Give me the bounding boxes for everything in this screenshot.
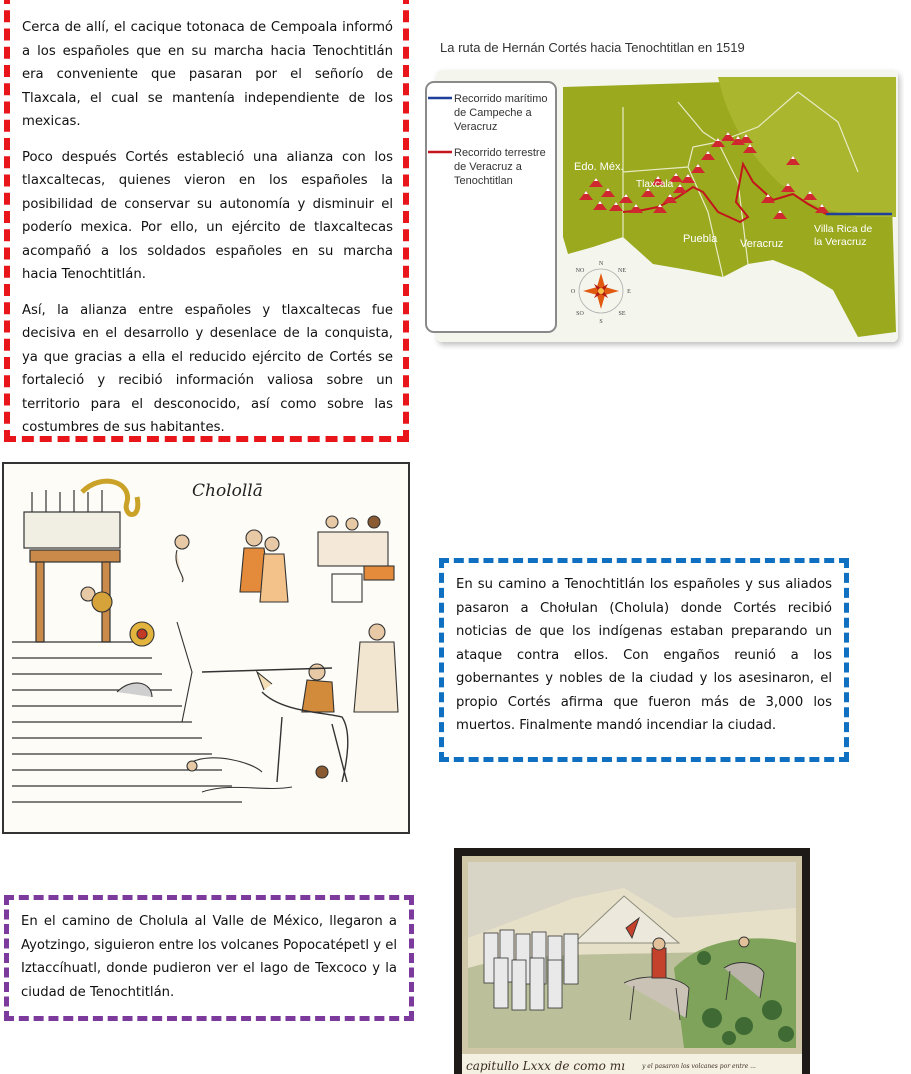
label-veracruz: Veracruz xyxy=(740,238,784,250)
label-tlaxcala: Tlaxcala xyxy=(636,179,674,190)
legend-land-text: Recorrido terrestre de Veracruz a Tenochtitlan xyxy=(454,147,546,187)
codex-painting-volcanoes xyxy=(454,848,810,1074)
label-edomex: Edo. Méx. xyxy=(574,161,624,173)
label-villarica: Villa Rica de la Veracruz xyxy=(814,223,873,248)
intro-text-box xyxy=(4,0,409,442)
valley-text-box xyxy=(4,895,414,1021)
codex-title: Cholollā xyxy=(192,481,263,501)
painting-caption: capitullo Lxxx de como mı xyxy=(466,1059,625,1073)
svg-text:NE: NE xyxy=(618,268,626,274)
svg-text:E: E xyxy=(627,289,631,295)
svg-text:SO: SO xyxy=(576,311,584,317)
svg-text:N: N xyxy=(598,261,604,267)
label-puebla: Puebla xyxy=(683,233,718,245)
svg-text:NO: NO xyxy=(575,268,585,274)
route-map xyxy=(418,32,904,350)
paragraph-cempoala: Cerca de allí, el cacique totonaca de Cempoala informó a los españoles que en su marcha hacia Tenochtitlán era conveniente que pasaran por el señorío de Tlaxcala, el cual se mantenía independiente de los mexicas. xyxy=(22,20,393,129)
cholula-text-box xyxy=(439,558,849,762)
paragraph-alliance: Poco después Cortés estableció una alianza con los tlaxcaltecas, quienes vieron en los españoles la posibilidad de conservar su autonomía y disminuir el poderío mexica. Por ello, un ejército de tlaxcaltecas acompañó a los soldados españoles en su marcha hacia Tenochtitlán. xyxy=(22,149,393,282)
svg-text:O: O xyxy=(570,289,576,295)
legend-sea-text: Recorrido marítimo de Campeche a Veracruz xyxy=(454,93,548,133)
paragraph-cholula: En su camino a Tenochtitlán los españoles y sus aliados pasaron a Chołulan (Cholula) donde Cortés recibió noticias de que los indígenas estaban preparando un ataque contra ellos. Con engaños reunió a los gobernantes y nobles de la ciudad y los asesinaron, el propio Cortés afirma que fueron más de 3,000 los muertos. Finalmente mandó incendiar la ciudad. xyxy=(456,577,832,733)
paragraph-decisive: Así, la alianza entre españoles y tlaxcaltecas fue decisiva en el desarrollo y desenlace de la conquista, ya que gracias a ella el reducido ejército de Cortés se fortaleció y recibió información valiosa sobre un territorio para el desconocido, así como sobre las costumbres de sus habitantes. xyxy=(22,302,393,435)
svg-text:SE: SE xyxy=(618,311,626,317)
painting-caption-small: y el pasaron los volcanes por entre ... xyxy=(642,1063,756,1070)
paragraph-valley: En el camino de Cholula al Valle de México, llegaron a Ayotzingo, siguieron entre los volcanes Popocatépetl y el Iztaccíhuatl, donde pudieron ver el lago de Texcoco y la ciudad de Tenochtitlán. xyxy=(21,914,397,1000)
svg-text:S: S xyxy=(599,319,603,325)
map-title: La ruta de Hernán Cortés hacia Tenochtitlan en 1519 xyxy=(440,40,745,55)
codex-cholula-illustration xyxy=(2,462,410,834)
map-legend xyxy=(426,82,556,332)
